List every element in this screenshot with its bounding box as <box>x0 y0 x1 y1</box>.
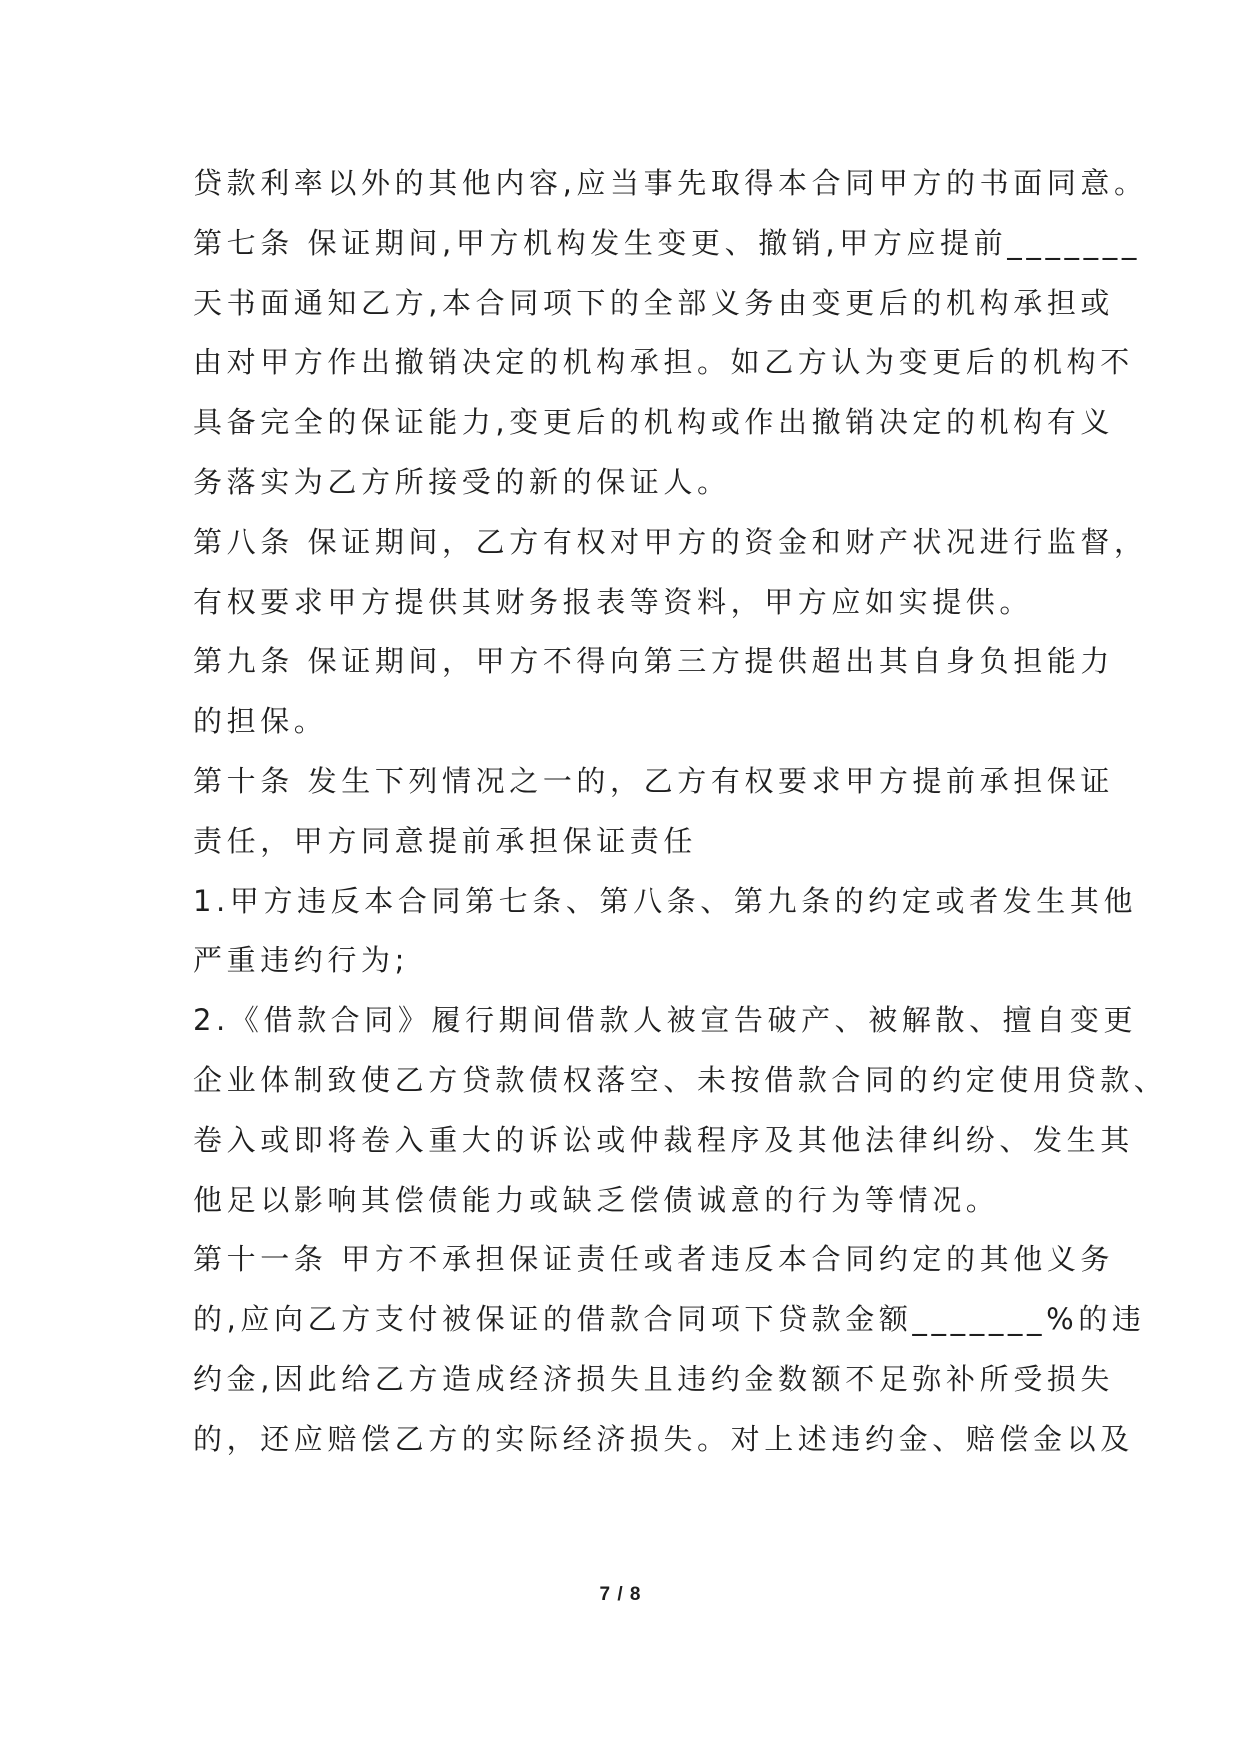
document-body <box>193 154 1168 1470</box>
text-line: 的，还应赔偿乙方的实际经济损失。对上述违约金、赔偿金以及 <box>193 1421 1134 1456</box>
text-line: 1.甲方违反本合同第七条、第八条、第九条的约定或者发生其他 <box>193 883 1138 918</box>
text-line: 的,应向乙方支付被保证的借款合同项下贷款金额_______%的违 <box>193 1302 1146 1337</box>
text-line: 务落实为乙方所接受的新的保证人。 <box>193 464 731 499</box>
text-line: 由对甲方作出撤销决定的机构承担。如乙方认为变更后的机构不 <box>193 345 1134 380</box>
text-line: 企业体制致使乙方贷款债权落空、未按借款合同的约定使用贷款、 <box>193 1062 1168 1097</box>
text-line: 第十条 发生下列情况之一的，乙方有权要求甲方提前承担保证 <box>193 763 1115 798</box>
text-line: 责任，甲方同意提前承担保证责任 <box>193 823 698 858</box>
text-line: 他足以影响其偿债能力或缺乏偿债诚意的行为等情况。 <box>193 1182 1000 1217</box>
text-line: 第十一条 甲方不承担保证责任或者违反本合同约定的其他义务 <box>193 1242 1115 1277</box>
text-line: 贷款利率以外的其他内容,应当事先取得本合同甲方的书面同意。 <box>193 166 1148 200</box>
text-line: 第七条 保证期间,甲方机构发生变更、撤销,甲方应提前_______ <box>193 225 1141 260</box>
text-line: 第九条 保证期间，甲方不得向第三方提供超出其自身负担能力 <box>193 644 1115 679</box>
text-line: 严重违约行为; <box>193 943 409 978</box>
text-line: 天书面通知乙方,本合同项下的全部义务由变更后的机构承担或 <box>193 285 1115 320</box>
page-number: 7 / 8 <box>599 1584 642 1605</box>
text-line: 具备完全的保证能力,变更后的机构或作出撤销决定的机构有义 <box>193 405 1115 440</box>
text-line: 2.《借款合同》履行期间借款人被宣告破产、被解散、擅自变更 <box>193 1003 1138 1038</box>
text-line: 第八条 保证期间，乙方有权对甲方的资金和财产状况进行监督， <box>193 524 1148 559</box>
text-line: 有权要求甲方提供其财务报表等资料，甲方应如实提供。 <box>193 584 1034 619</box>
text-line: 的担保。 <box>193 704 328 739</box>
text-line: 卷入或即将卷入重大的诉讼或仲裁程序及其他法律纠纷、发生其 <box>193 1122 1134 1157</box>
text-line: 约金,因此给乙方造成经济损失且违约金数额不足弥补所受损失 <box>193 1361 1115 1396</box>
